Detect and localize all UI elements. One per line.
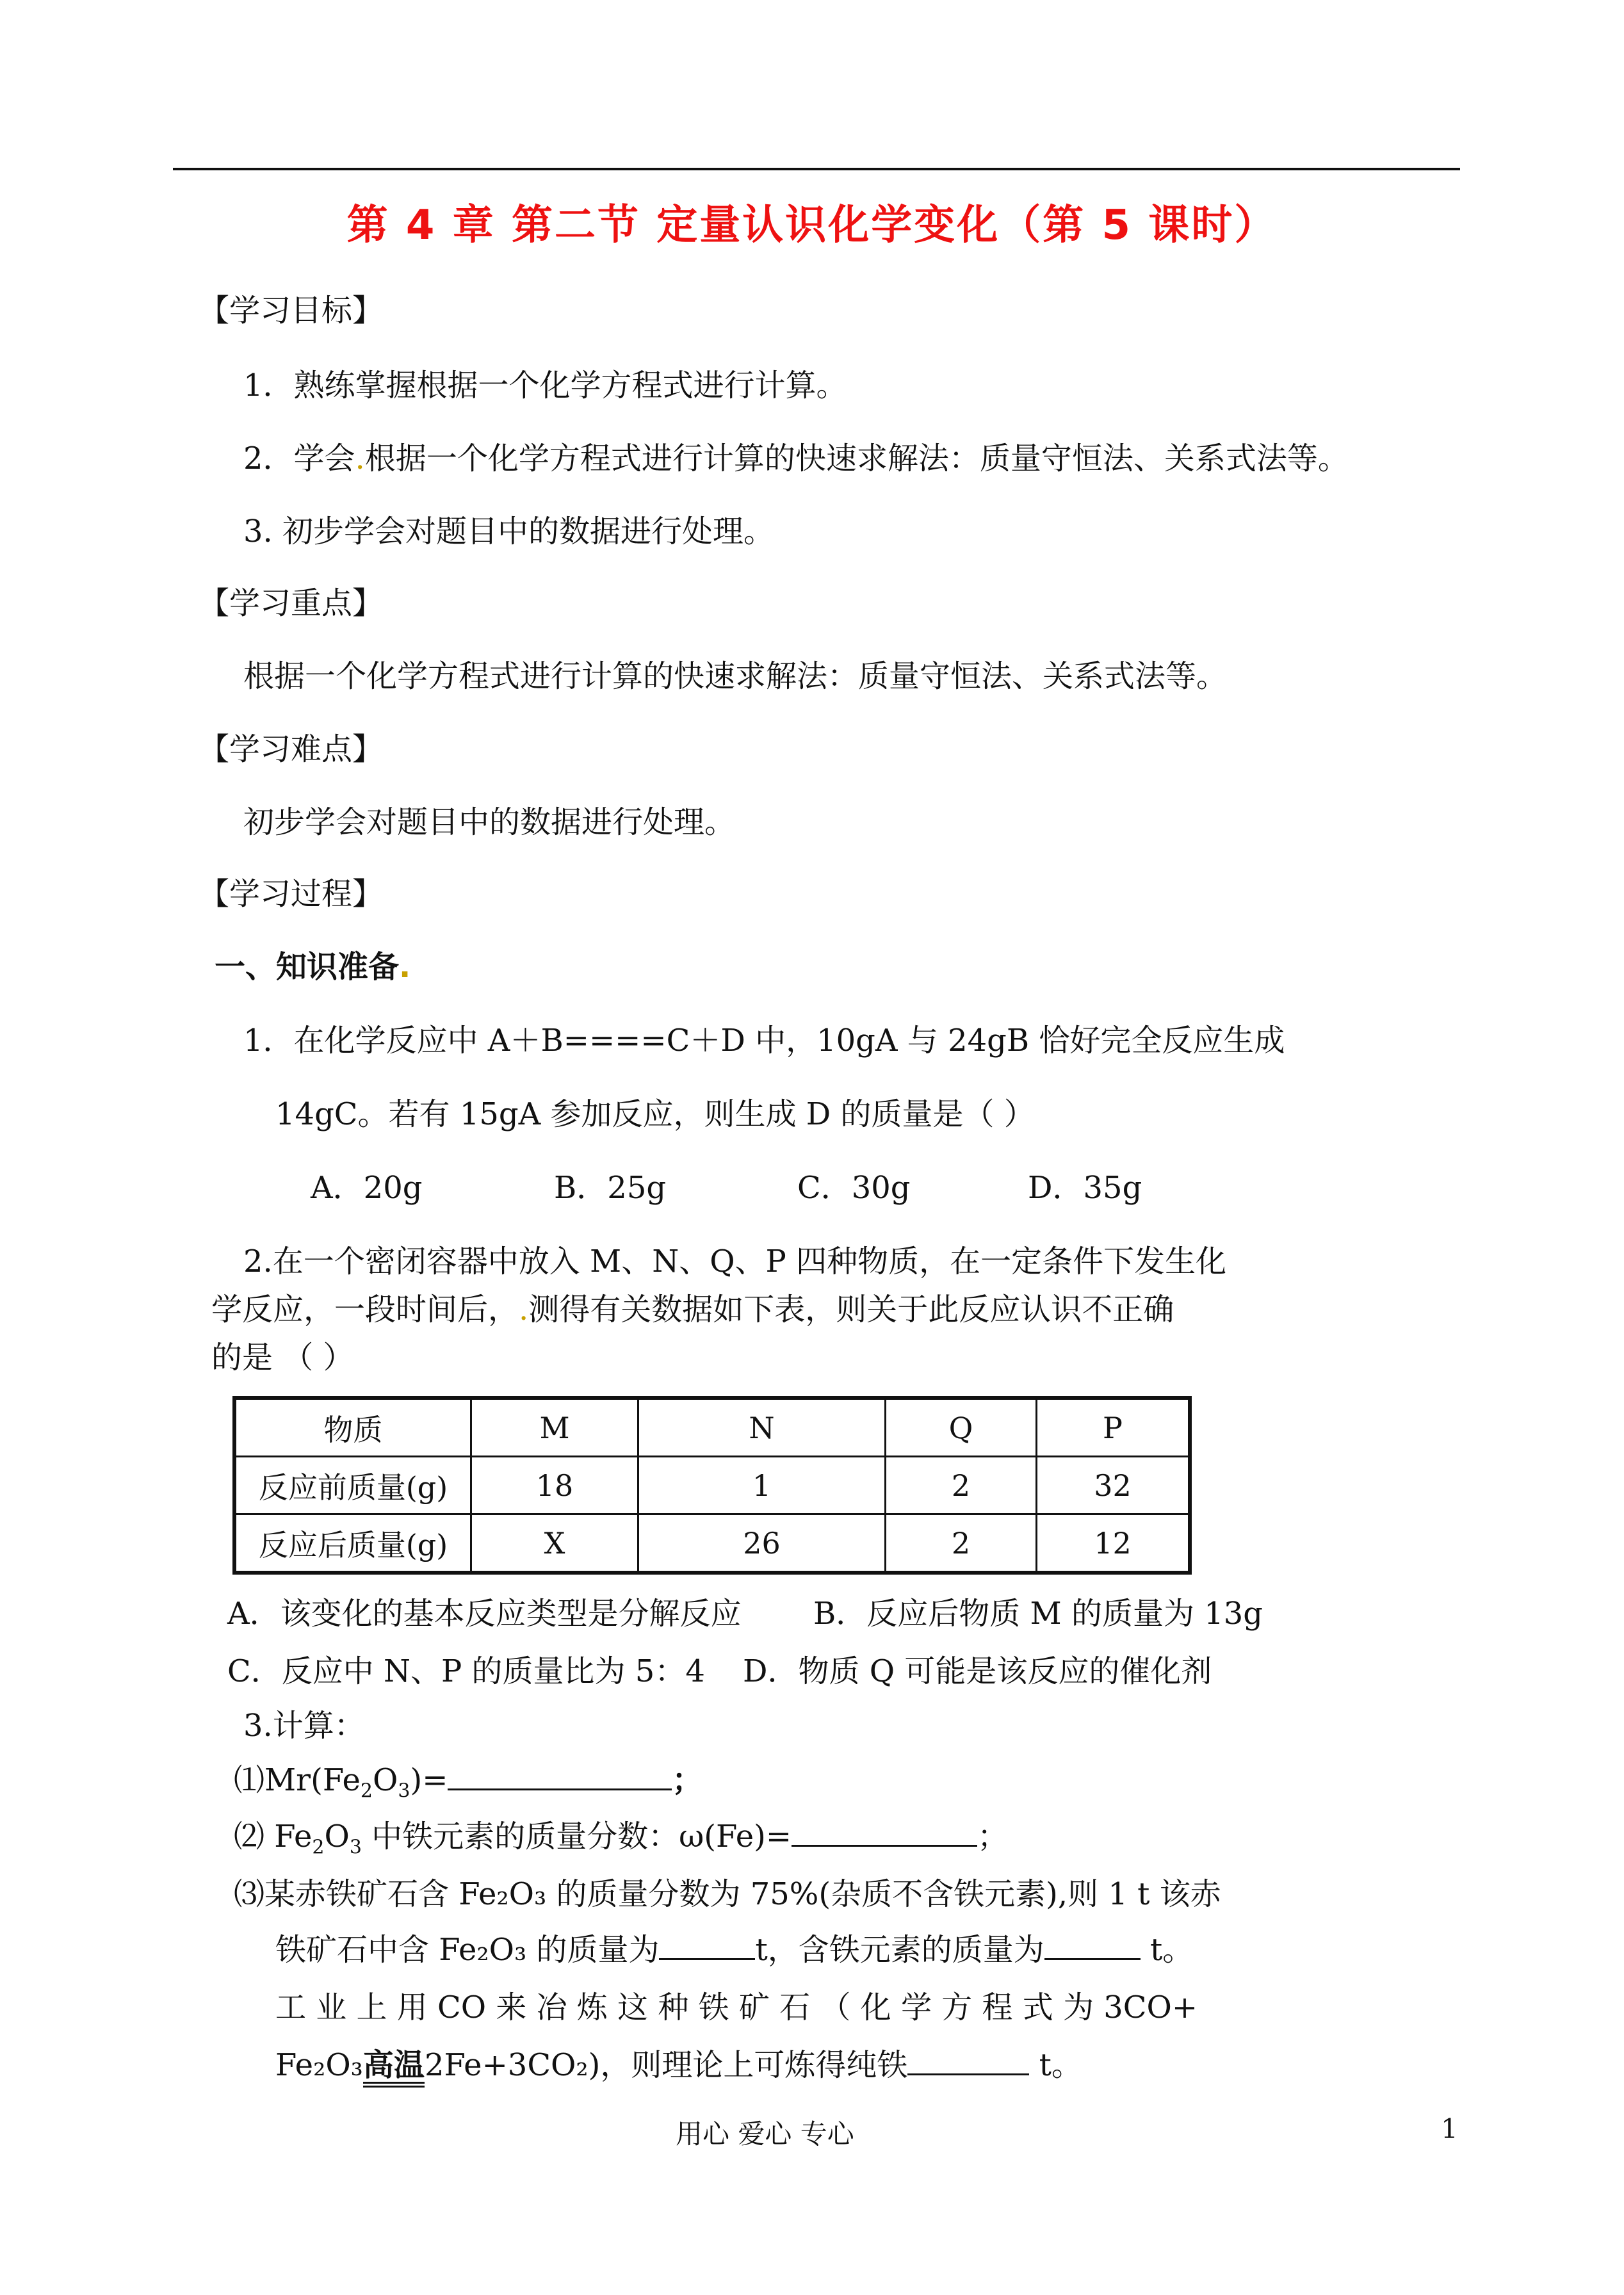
q1-line1: 1．在化学反应中 A＋B====C＋D 中，10gA 与 24gB 恰好完全反应生成	[243, 1023, 1285, 1058]
q2-option-c: C．反应中 N、P 的质量比为 5：4	[227, 1653, 705, 1689]
q1-option-d: D．35g	[1028, 1170, 1142, 1206]
part1-heading: 一、知识准备.	[215, 949, 411, 985]
q3-part3-line2: 铁矿石中含 Fe₂O₃ 的质量为 t，含铁元素的质量为 t。	[275, 1932, 1194, 1968]
page-title: 第 4 章 第二节 定量认识化学变化（第 5 课时）	[346, 202, 1278, 249]
table-header-cell: 物质	[234, 1398, 471, 1457]
table-cell: 2	[886, 1457, 1037, 1514]
table-cell: 12	[1037, 1514, 1190, 1573]
table-header-cell: N	[638, 1398, 886, 1457]
q1-option-c: C．30g	[797, 1170, 911, 1206]
q3-part3-line4: Fe₂O₃高温2Fe+3CO₂)，则理论上可炼得纯铁 t。	[275, 2046, 1082, 2088]
table-header-cell: P	[1037, 1398, 1190, 1457]
table-cell: X	[471, 1514, 638, 1573]
table-cell: 26	[638, 1514, 886, 1573]
q1-option-b: B．25g	[554, 1170, 667, 1206]
table-cell: 1	[638, 1457, 886, 1514]
q2-line2: 学反应，一段时间后，.测得有关数据如下表，则关于此反应认识不正确	[211, 1292, 1174, 1327]
table-row	[234, 1457, 1190, 1514]
table-header-cell: M	[471, 1398, 638, 1457]
answer-blank[interactable]	[659, 1933, 755, 1960]
q1-line2: 14gC。若有 15gA 参加反应，则生成 D 的质量是（ ）	[275, 1096, 1035, 1132]
q2-option-a: A．该变化的基本反应类型是分解反应	[227, 1596, 742, 1632]
answer-blank[interactable]	[448, 1763, 672, 1790]
table-header-row	[234, 1398, 1190, 1457]
page-number: 1	[1441, 2113, 1458, 2145]
q2-line1: 2.在一个密闭容器中放入 M、N、Q、P 四种物质，在一定条件下发生化	[243, 1244, 1227, 1279]
table-cell: 32	[1037, 1457, 1190, 1514]
header-rule	[173, 168, 1460, 170]
reaction-condition: 高温	[363, 2048, 425, 2088]
q3-part3-line1: ⑶某赤铁矿石含 Fe₂O₃ 的质量分数为 75%(杂质不含铁元素),则 1 t 该赤	[234, 1876, 1221, 1912]
answer-blank[interactable]	[1044, 1933, 1141, 1960]
q2-option-d: D．物质 Q 可能是该反应的催化剂	[743, 1653, 1212, 1689]
footer-motto: 用心 爱心 专心	[676, 2118, 854, 2150]
q3-part2: ⑵ $Fe_2O_3$ 中铁元素的质量分数：ω(Fe)= ；	[234, 1819, 1009, 1859]
table-cell: 反应前质量(g)	[234, 1457, 471, 1514]
section-objectives: 【学习目标】	[199, 293, 384, 328]
table-header-cell: Q	[886, 1398, 1037, 1457]
difficulties-text: 初步学会对题目中的数据进行处理。	[243, 804, 736, 840]
q3-part1: $⑴Mr(Fe_2O_3)=$ ；	[234, 1762, 703, 1803]
table-cell: 反应后质量(g)	[234, 1514, 471, 1573]
table-cell: 2	[886, 1514, 1037, 1573]
data-table	[232, 1396, 1192, 1575]
answer-blank[interactable]	[792, 1819, 977, 1847]
table-row	[234, 1514, 1190, 1573]
q1-option-a: A．20g	[311, 1170, 423, 1206]
section-process: 【学习过程】	[199, 876, 384, 912]
section-difficulties: 【学习难点】	[199, 731, 384, 767]
key-points-text: 根据一个化学方程式进行计算的快速求解法：质量守恒法、关系式法等。	[243, 658, 1228, 694]
section-key-points: 【学习重点】	[199, 585, 384, 621]
q3-part3-line3: 工 业 上 用 CO 来 冶 炼 这 种 铁 矿 石 （ 化 学 方 程 式 为 3CO+	[275, 1990, 1198, 2025]
objective-item-3: 3. 初步学会对题目中的数据进行处理。	[243, 514, 775, 549]
objective-item-2: 2．学会.根据一个化学方程式进行计算的快速求解法：质量守恒法、关系式法等。	[243, 441, 1349, 476]
q2-line3: 的是 （ ）	[211, 1340, 354, 1375]
q2-option-b: B．反应后物质 M 的质量为 13g	[813, 1596, 1263, 1632]
q3-heading: 3.计算：	[243, 1708, 365, 1744]
table-cell: 18	[471, 1457, 638, 1514]
answer-blank[interactable]	[907, 2048, 1029, 2075]
objective-item-1: 1．熟练掌握根据一个化学方程式进行计算。	[243, 368, 847, 403]
